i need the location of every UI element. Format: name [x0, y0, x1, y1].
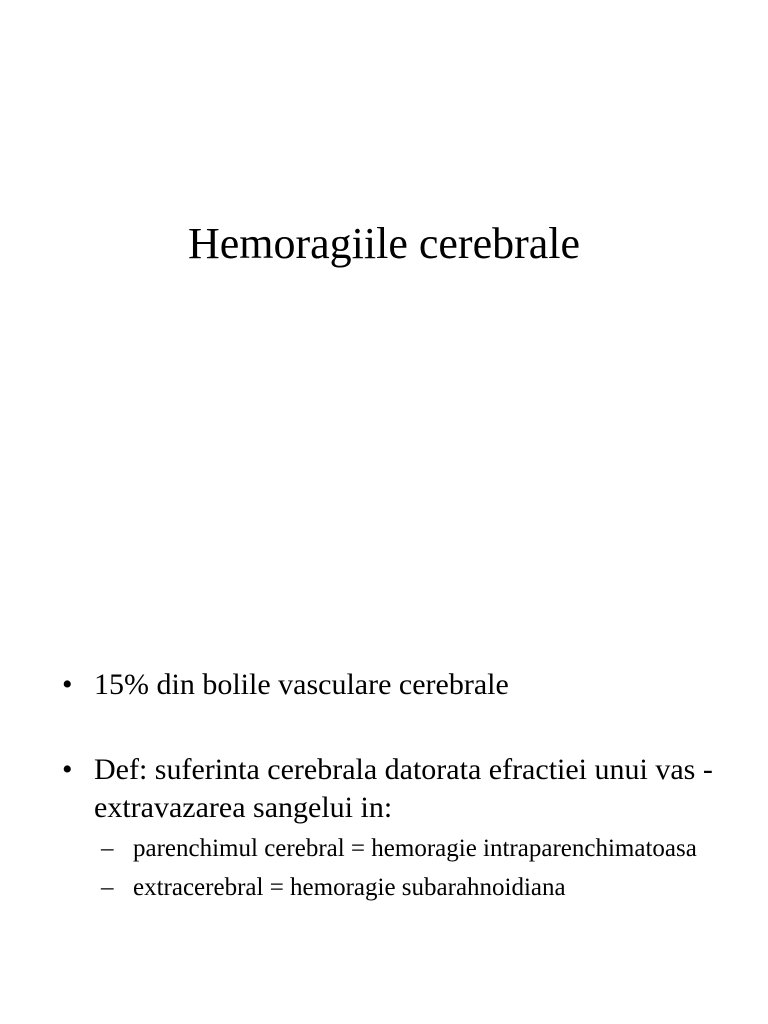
slide-title: Hemoragiile cerebrale: [187, 219, 581, 268]
sub-bullet-marker: –: [101, 874, 114, 901]
bullet-list: [62, 666, 742, 904]
bullet-item: [62, 666, 742, 704]
sub-bullet-list: [94, 833, 742, 904]
bullet-item: [62, 751, 742, 904]
bullet-marker: •: [62, 753, 73, 786]
bullet-marker: •: [62, 668, 73, 701]
sub-bullet-item: [101, 833, 742, 865]
sub-bullet-text: extracerebral = hemoragie subarahnoidiana: [133, 874, 566, 901]
sub-bullet-item: [101, 872, 742, 904]
bullet-text: Def: suferinta cerebrala datorata efractiei unui vas - extravazarea sangelui in:: [94, 753, 713, 824]
bullet-text: 15% din bolile vasculare cerebrale: [94, 668, 509, 701]
sub-bullet-text: parenchimul cerebral = hemoragie intraparenchimatoasa: [133, 835, 697, 862]
sub-bullet-marker: –: [101, 835, 114, 862]
